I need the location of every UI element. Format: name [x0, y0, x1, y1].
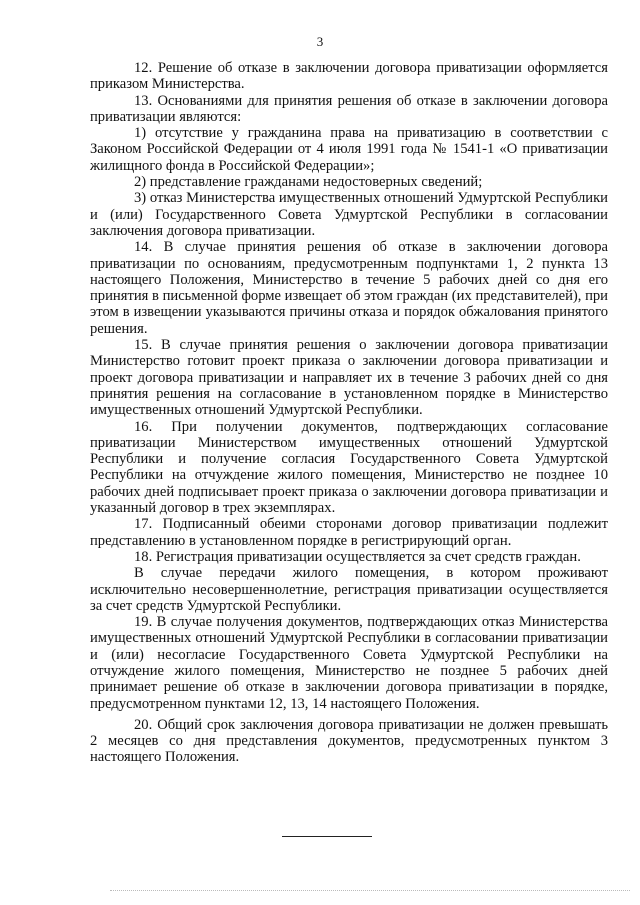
paragraph-19: 19. В случае получения документов, подтверждающих отказ Министерства имущественных отношений Удмуртской Республики в согласовании приватизации и (или) несогласие Государственного Совета Удмуртской Республики на отчуждение жилого помещения, Министерство не позднее 5 рабочих дней принимает решение об отказе в заключении договора приватизации в порядке, предусмотренном пунктами 12, 13, 14 настоящего Положения.	[90, 614, 608, 712]
paragraph-13-item-3: 3) отказ Министерства имущественных отношений Удмуртской Республики и (или) Государственного Совета Удмуртской Республики в согласовании заключения договора приватизации.	[90, 190, 608, 239]
paragraph-12: 12. Решение об отказе в заключении договора приватизации оформляется приказом Министерства.	[90, 60, 608, 93]
paragraph-20: 20. Общий срок заключения договора приватизации не должен превышать 2 месяцев со дня представления документов, предусмотренных пунктом 3 настоящего Положения.	[90, 716, 608, 766]
paragraph-14: 14. В случае принятия решения об отказе в заключении договора приватизации по основаниям, предусмотренным подпунктами 1, 2 пункта 13 настоящего Положения, Министерство в течение 5 рабочих дней со дня его принятия в письменной форме извещает об этом граждан (их представителей), при этом в извещении указываются причины отказа и порядок обжалования принятого решения.	[90, 239, 608, 337]
end-rule	[282, 836, 372, 837]
paragraph-17: 17. Подписанный обеими сторонами договор приватизации подлежит представлению в установленном порядке в регистрирующий орган.	[90, 516, 608, 549]
paragraph-18: 18. Регистрация приватизации осуществляется за счет средств граждан.	[134, 548, 581, 565]
paragraph-18-note: В случае передачи жилого помещения, в котором проживают исключительно несовершеннолетние, регистрация приватизации осуществляется за счет средств Удмуртской Республики.	[90, 565, 608, 614]
scan-edge	[110, 890, 630, 891]
paragraph-13-item-2: 2) представление гражданами недостоверных сведений;	[134, 174, 483, 191]
paragraph-15: 15. В случае принятия решения о заключении договора приватизации Министерство готовит проект приказа о заключении договора приватизации и проект договора приватизации и направляет их в течение 3 рабочих дней со дня принятия решения на согласование в установленном порядке в Министерство имущественных отношений Удмуртской Республики.	[90, 337, 608, 419]
paragraph-13: 13. Основаниями для принятия решения об отказе в заключении договора приватизации являются:	[90, 92, 608, 125]
document-body	[90, 60, 608, 766]
page-number: 3	[316, 34, 324, 49]
paragraph-13-item-1: 1) отсутствие у гражданина права на приватизацию в соответствии с Законом Российской Федерации от 4 июля 1991 года № 1541-1 «О приватизации жилищного фонда в Российской Федерации»;	[90, 125, 608, 174]
paragraph-16: 16. При получении документов, подтверждающих согласование приватизации Министерством имущественных отношений Удмуртской Республики и получение согласия Государственного Совета Удмуртской Республики на отчуждение жилого помещения, Министерство не позднее 10 рабочих дней подписывает проект приказа о заключении договора приватизации и указанный договор в трех экземплярах.	[90, 418, 608, 517]
